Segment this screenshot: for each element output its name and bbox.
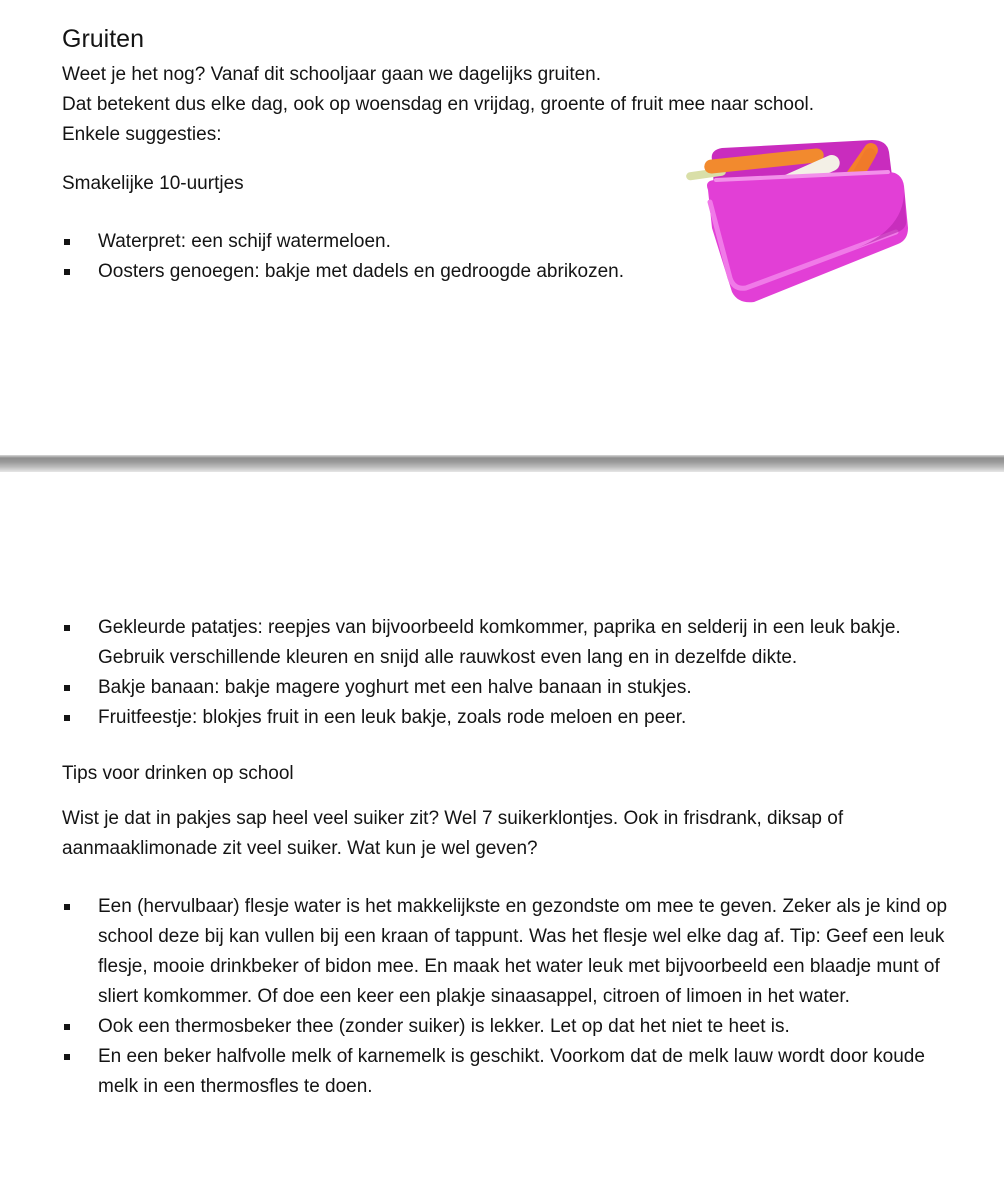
drinks-intro-paragraph: Wist je dat in pakjes sap heel veel suiker zit? Wel 7 suikerklontjes. Ook in frisdrank, diksap of aanmaaklimonade zit veel suiker. Wat kun je wel geven? [62, 808, 844, 859]
list-item: Een (hervulbaar) flesje water is het makkelijkste en gezondste om mee te geven. Zeker als je kind op school deze bij kan vullen bij een kraan of tappunt. Was het flesje wel elke dag af. Tip: Geef een leuk flesje, mooie drinkbeker of bidon mee. En maak het water leuk met bijvoorbeeld een blaadje munt of sliert komkommer. Of doe een keer een plakje sinaasappel, citroen of limoen in het water. [62, 892, 952, 1012]
document-page-1 [0, 0, 1004, 455]
lunchbox-with-vegetable-sticks-icon [682, 132, 914, 304]
list-item: Waterpret: een schijf watermeloen. [62, 227, 702, 257]
snack-list-continued [62, 613, 952, 733]
drinks-list [62, 892, 952, 1102]
page-title: Gruiten [62, 25, 144, 53]
list-item: Ook een thermosbeker thee (zonder suiker) is lekker. Let op dat het niet te heet is. [62, 1012, 952, 1042]
list-item: Fruitfeestje: blokjes fruit in een leuk bakje, zoals rode meloen en peer. [62, 703, 952, 733]
intro-line-3: Enkele suggesties: [62, 124, 222, 145]
list-item: En een beker halfvolle melk of karnemelk is geschikt. Voorkom dat de melk lauw wordt door koude melk in een thermosfles te doen. [62, 1042, 952, 1102]
snack-list-top [62, 227, 702, 287]
intro-line-1: Weet je het nog? Vanaf dit schooljaar gaan we dagelijks gruiten. [62, 64, 602, 85]
section-heading-snacks: Smakelijke 10-uurtjes [62, 173, 244, 194]
page-separator [0, 455, 1004, 472]
list-item: Bakje banaan: bakje magere yoghurt met een halve banaan in stukjes. [62, 673, 952, 703]
list-item: Gekleurde patatjes: reepjes van bijvoorbeeld komkommer, paprika en selderij in een leuk bakje. Gebruik verschillende kleuren en snijd alle rauwkost even lang en in dezelfde dikte. [62, 613, 952, 673]
section-heading-drinks: Tips voor drinken op school [62, 763, 294, 784]
document-page-2 [0, 472, 1004, 1200]
list-item: Oosters genoegen: bakje met dadels en gedroogde abrikozen. [62, 257, 702, 287]
intro-line-2: Dat betekent dus elke dag, ook op woensdag en vrijdag, groente of fruit mee naar school. [62, 94, 815, 115]
